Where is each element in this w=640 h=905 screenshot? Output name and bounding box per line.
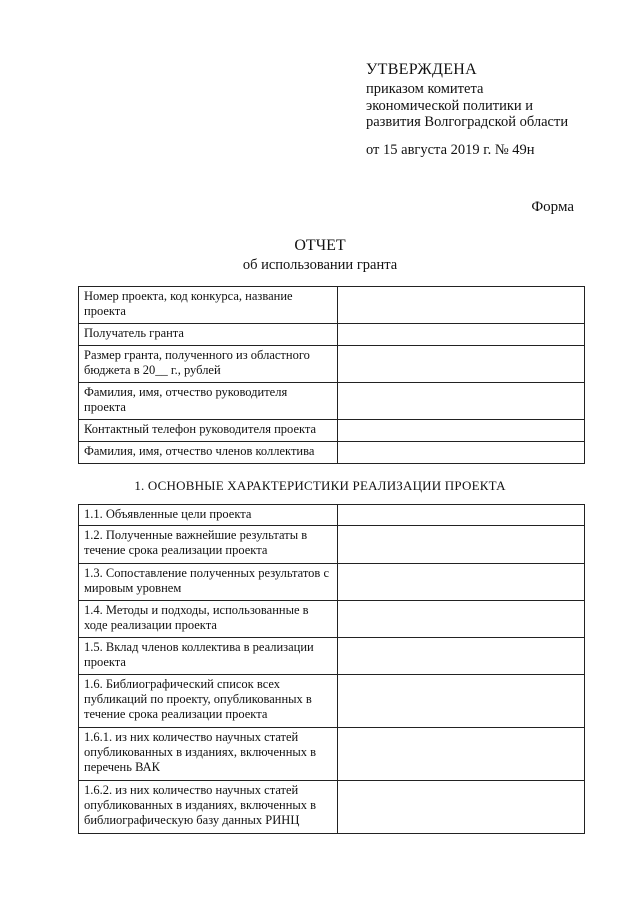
row-label: Фамилия, имя, отчество руководителя проекта bbox=[79, 383, 338, 420]
table-row bbox=[79, 728, 585, 781]
row-value-field[interactable] bbox=[338, 728, 585, 781]
approval-line: экономической политики и bbox=[366, 97, 534, 114]
row-value-field[interactable] bbox=[338, 505, 585, 526]
table-row bbox=[79, 287, 585, 324]
row-label: Номер проекта, код конкурса, название проекта bbox=[79, 287, 338, 324]
table-row bbox=[79, 564, 585, 601]
row-value-field[interactable] bbox=[338, 324, 585, 346]
table-row bbox=[79, 383, 585, 420]
table-row bbox=[79, 346, 585, 383]
approval-block bbox=[366, 60, 568, 159]
row-label: 1.4. Методы и подходы, использованные в ходе реализации проекта bbox=[79, 601, 338, 638]
table-row bbox=[79, 324, 585, 346]
row-label: 1.6. Библиографический список всех публикаций по проекту, опубликованных в течение срока реализации проекта bbox=[79, 675, 338, 728]
project-info-table bbox=[78, 286, 585, 464]
row-label: Получатель гранта bbox=[79, 324, 338, 346]
row-value-field[interactable] bbox=[338, 442, 585, 464]
approval-line: развития Волгоградской области bbox=[366, 114, 569, 130]
row-value-field[interactable] bbox=[338, 601, 585, 638]
table-row bbox=[79, 601, 585, 638]
row-value-field[interactable] bbox=[338, 346, 585, 383]
table-row bbox=[79, 638, 585, 675]
row-label: 1.6.1. из них количество научных статей опубликованных в изданиях, включенных в перечень ВАК bbox=[79, 728, 338, 781]
row-value-field[interactable] bbox=[338, 564, 585, 601]
row-value-field[interactable] bbox=[338, 420, 585, 442]
table-row bbox=[79, 505, 585, 526]
approval-line: приказом комитета bbox=[366, 81, 484, 97]
table-row bbox=[79, 442, 585, 464]
row-label: 1.6.2. из них количество научных статей опубликованных в изданиях, включенных в библиографическую базу данных РИНЦ bbox=[79, 781, 338, 834]
section-heading: 1. ОСНОВНЫЕ ХАРАКТЕРИСТИКИ РЕАЛИЗАЦИИ ПРОЕКТА bbox=[134, 478, 506, 493]
row-label: 1.5. Вклад членов коллектива в реализации проекта bbox=[79, 638, 338, 675]
approval-date: от 15 августа 2019 г. № 49н bbox=[366, 141, 535, 158]
project-characteristics-table bbox=[78, 504, 585, 834]
row-value-field[interactable] bbox=[338, 383, 585, 420]
table-row bbox=[79, 781, 585, 834]
row-value-field[interactable] bbox=[338, 675, 585, 728]
form-label: Форма bbox=[531, 199, 574, 215]
row-label: 1.3. Сопоставление полученных результатов с мировым уровнем bbox=[79, 564, 338, 601]
row-label: Контактный телефон руководителя проекта bbox=[79, 420, 338, 442]
row-label: 1.2. Полученные важнейшие результаты в течение срока реализации проекта bbox=[79, 526, 338, 564]
row-value-field[interactable] bbox=[338, 781, 585, 834]
table-row bbox=[79, 420, 585, 442]
row-value-field[interactable] bbox=[338, 638, 585, 675]
row-label: Фамилия, имя, отчество членов коллектива bbox=[79, 442, 338, 464]
approval-title: УТВЕРЖДЕНА bbox=[366, 61, 478, 78]
report-subtitle: об использовании гранта bbox=[242, 257, 398, 273]
report-title: ОТЧЕТ bbox=[294, 237, 346, 254]
row-label: Размер гранта, полученного из областного бюджета в 20__ г., рублей bbox=[79, 346, 338, 383]
row-label: 1.1. Объявленные цели проекта bbox=[79, 505, 338, 526]
table-row bbox=[79, 675, 585, 728]
row-value-field[interactable] bbox=[338, 287, 585, 324]
table-row bbox=[79, 526, 585, 564]
row-value-field[interactable] bbox=[338, 526, 585, 564]
